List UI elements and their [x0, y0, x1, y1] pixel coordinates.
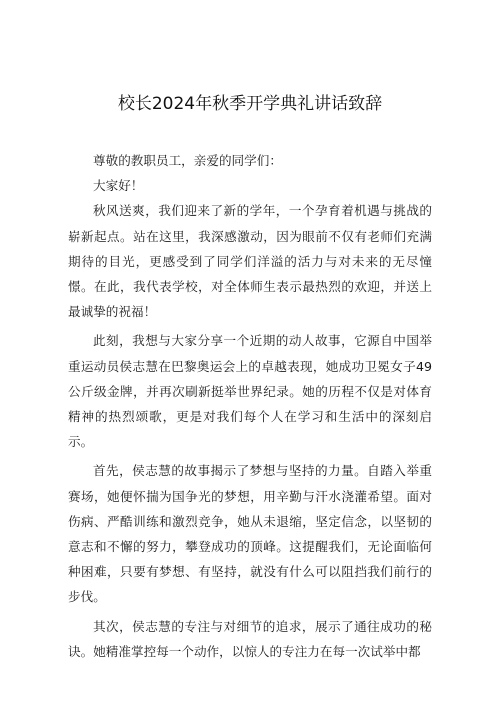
body-paragraph: 此刻，我想与大家分享一个近期的动人故事，它源自中国举重运动员侯志慧在巴黎奥运会上的卓越表现，她成功卫冕女子49公斤级金牌，并再次刷新挺举世界纪录。她的历程不仅是对体育精神的热烈颂歌，更是对我们每个人在学习和生活中的深刻启示。: [68, 333, 432, 450]
body-paragraph: 首先，侯志慧的故事揭示了梦想与坚持的力量。自踏入举重赛场，她便怀揣为国争光的梦想，用辛勤与汗水浇灌希望。面对伤病、严酷训练和激烈竞争，她从未退缩，坚定信念，以坚韧的意志和不懈的努力，攀登成功的顶峰。这提醒我们，无论面临何种困难，只要有梦想、有坚持，就没有什么可以阻挡我们前行的步伐。: [68, 463, 432, 605]
document-title: 校长2024年秋季开学典礼讲话致辞: [117, 94, 383, 114]
salutation-paragraph: 尊敬的教职员工，亲爱的同学们：: [93, 153, 282, 168]
document-body: [68, 148, 432, 664]
greeting-paragraph: 大家好！: [93, 178, 144, 194]
body-paragraph: 其次，侯志慧的专注与对细节的追求，展示了通往成功的秘诀。她精准掌控每一个动作，以惊人的专注力在每一次试举中都: [68, 618, 432, 659]
body-paragraph: 秋风送爽，我们迎来了新的学年，一个孕育着机遇与挑战的崭新起点。站在这里，我深感激动，因为眼前不仅有老师们充满期待的目光，更感受到了同学们洋溢的活力与对未来的无尽憧憬。在此，我代表学校，对全体师生表示最热烈的欢迎，并送上最诚挚的祝福！: [68, 203, 432, 320]
